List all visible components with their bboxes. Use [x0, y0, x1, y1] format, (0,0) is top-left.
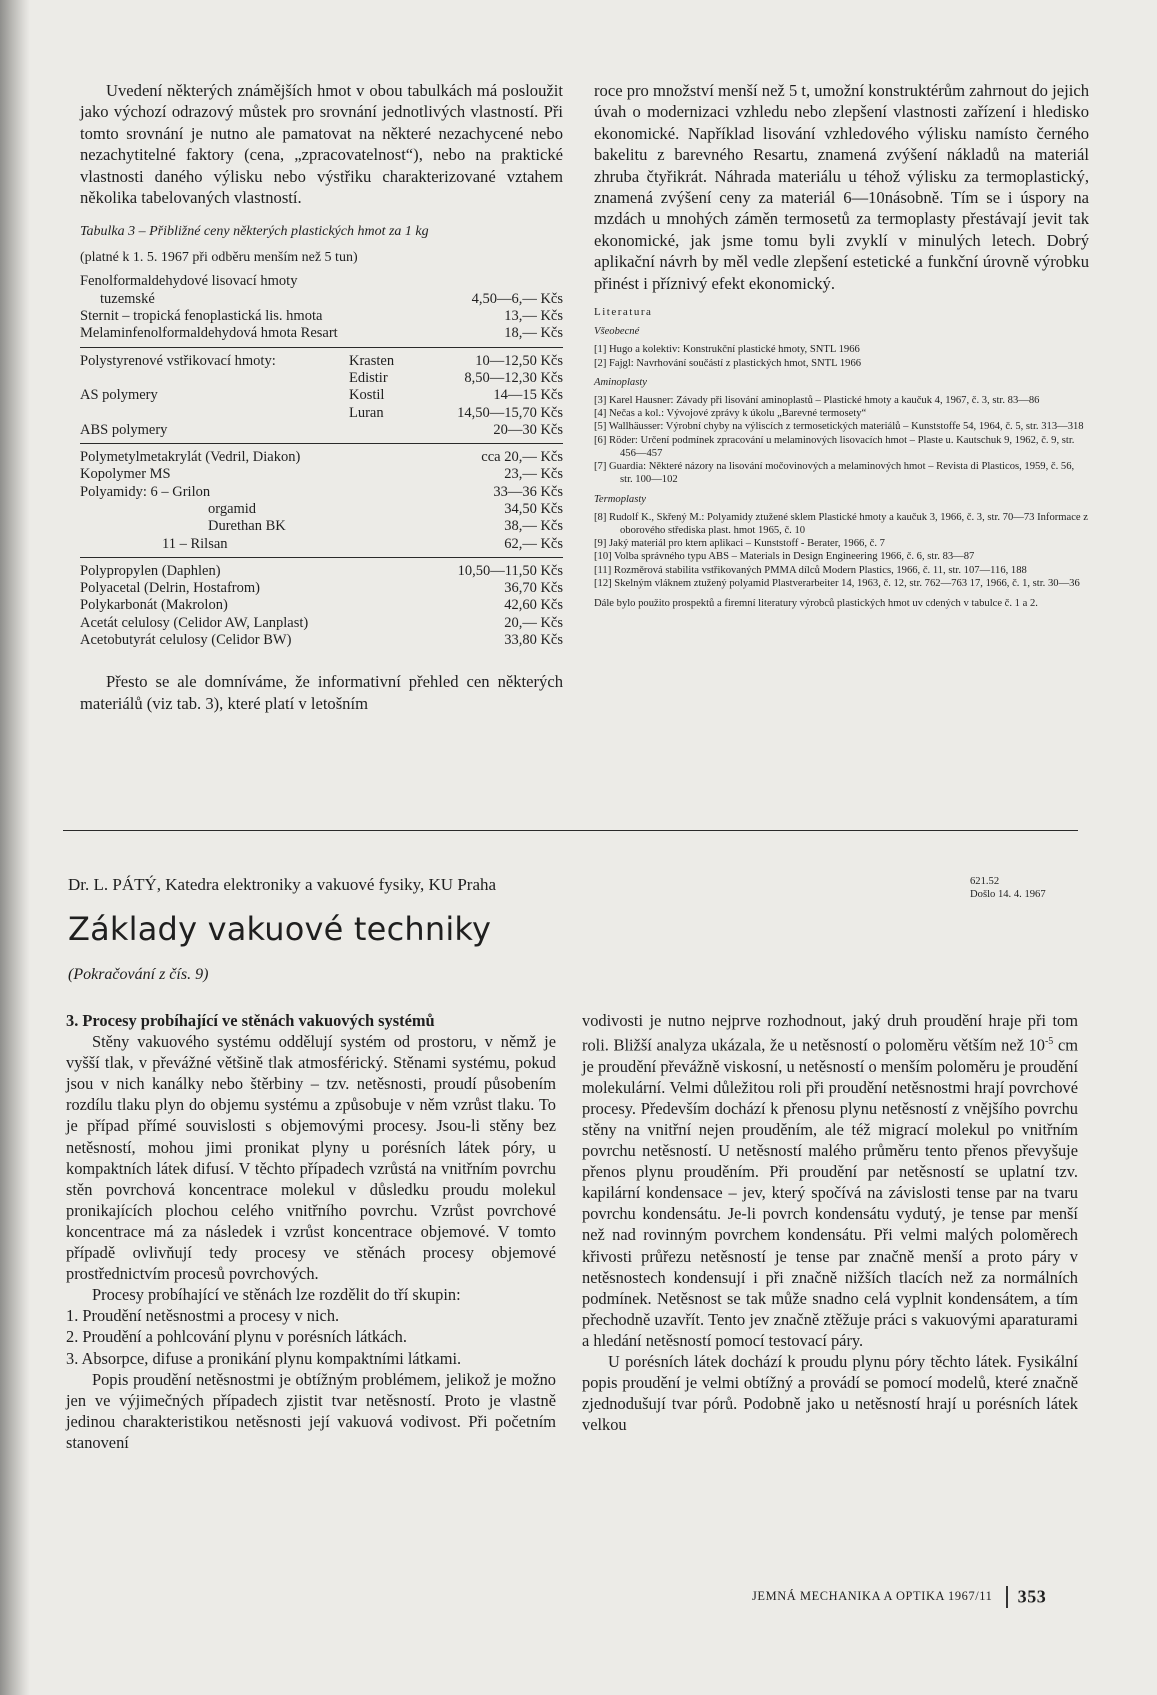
intro-paragraph: Uvedení některých známějších hmot v obou tabulkách má posloužit jako výchozí odrazový můstek pro srovnání jednotlivých vlastností. Při tomto srovnání je nutno ale pamatovat na některé nezachycené nebo nezachytitelné faktory (cena, „zpracovatelnost“), nebo na praktické vlastnosti daného výlisku nebo výstřiku charakterizované vztahem několika tabelovaných vlastností.: [80, 81, 563, 208]
table-row: orgamid 34,50 Kčs: [208, 501, 563, 517]
top-left-column: [80, 80, 563, 714]
article-paragraph: Stěny vakuového systému oddělují systém od prostoru, v němž je vyšší tlak, v převážné většině tlak atmosférický. Stěnami systému, pokud jsou v nich kanálky nebo štěrbiny – tzv. netěsnosti, proudí působením rozdílu tlaku plyn do objemu systému a způsobuje v něm vzrůst tlaku. To je případ přímé souvislosti s objemovými procesy. Jsou-li stěny bez netěsností, mohou jimi pronikat plyny u porésních látek póry, u kompaktních látek difusí. V těchto případech vzrůstá na vnitřním povrchu stěn povrchová koncentrace molekul v důsledku proudu molekul pronikajících plochou celého vnitřního povrchu. Vzrůst povrchové koncentrace má za následek i vzrůst koncentrace objemové. V tomto případě ovlivňují tedy procesy ve stěnách procesy objemové prostřednictvím procesů povrchových.: [66, 1032, 556, 1284]
references-section-termoplasty: Termoplasty: [594, 493, 646, 505]
article-paragraph: U porésních látek dochází k proudu plynu póry těchto látek. Fysikální popis proudění je velmi obtížný a provádí se pomocí modelů, které značně zjednodušují tvar pórů. Podobně jako u netěsností hrají u porésních látek velkou: [582, 1351, 1078, 1435]
reference-item: [5] Wallhäusser: Výrobní chyby na výliscích z termosetických materiálů – Kunststoffe 54, 1964, č. 5, str. 313—318: [594, 421, 1084, 433]
page-number: 353: [1017, 1586, 1047, 1607]
section-heading: 3. Procesy probíhající ve stěnách vakuových systémů: [66, 1011, 435, 1030]
price-table: [80, 273, 563, 649]
table-row: Sternit – tropická fenoplastická lis. hmota 13,— Kčs: [80, 308, 563, 325]
references: [594, 306, 1089, 610]
table-row: Polyamidy: 6 – Grilon 33—36 Kčs: [80, 483, 563, 500]
table-row: Polymetylmetakrylát (Vedril, Diakon) cca 20,— Kčs: [80, 449, 563, 466]
journal-name: JEMNÁ MECHANIKA A OPTIKA 1967/11: [752, 1588, 993, 1603]
references-section-general: Všeobecné: [594, 326, 640, 338]
table-row: Polypropylen (Daphlen) 10,50—11,50 Kčs: [80, 562, 563, 579]
exponent: -5: [1044, 1036, 1054, 1048]
table-divider: [80, 439, 563, 449]
article-paragraph: Popis proudění netěsnostmi je obtížným problémem, jelikož je možno jen ve výjimečných případech zjistit tvar netěsností. Proto je vlastně jedinou charakteristikou netěsnosti její vakuová vodivost. Při početním stanovení: [66, 1369, 556, 1452]
table-row: tuzemské 4,50—6,— Kčs: [100, 290, 563, 307]
article-left-column: [66, 1010, 556, 1453]
reference-item: [10] Volba správného typu ABS – Materials in Design Engineering 1966, č. 6, str. 83—87: [594, 551, 975, 563]
table-row: AS polymery Kostil 14—15 Kčs: [80, 387, 563, 404]
article-code: [970, 876, 1046, 901]
table-row: Fenolformaldehydové lisovací hmoty: [80, 273, 298, 290]
table-caption: [80, 222, 563, 267]
table-row: Acetát celulosy (Celidor AW, Lanplast) 20,— Kčs: [80, 614, 563, 631]
reference-item: [4] Nečas a kol.: Vývojové zprávy k úkolu „Barevné termosety“: [594, 408, 867, 420]
reference-item: [11] Rozměrová stabilita vstřikovaných PMMA dílců Modern Plastics, 1966, č. 11, str. 107—116, 188: [594, 564, 1027, 576]
table-row: Durethan BK 38,— Kčs: [208, 518, 563, 535]
page-footer: [752, 1586, 1046, 1608]
table-caption-subtitle: (platné k 1. 5. 1967 při odběru menším než 5 tun): [80, 250, 358, 266]
reference-item: [9] Jaký materiál pro ktern aplikaci – Kunststoff - Berater, 1966, č. 7: [594, 538, 885, 550]
section-divider: [63, 830, 1078, 831]
footer-separator: [1006, 1586, 1007, 1608]
table-row: Edistir 8,50—12,30 Kčs: [349, 369, 563, 386]
reference-item: [2] Fajgl: Navrhování součástí z plastických hmot, SNTL 1966: [594, 357, 862, 369]
table-row: Polykarbonát (Makrolon) 42,60 Kčs: [80, 597, 563, 614]
table-divider: [80, 553, 563, 563]
table-row: Melaminfenolformaldehydová hmota Resart 18,— Kčs: [80, 325, 563, 342]
references-note: Dále bylo použito prospektů a firemní literatury výrobců plastických hmot uv cdených v tabulce č. 1 a 2.: [594, 597, 1038, 609]
table-row: ABS polymery 20—30 Kčs: [80, 421, 563, 438]
right-paragraph: roce pro množství menší než 5 t, umožní konstruktérům zahrnout do jejich úvah o modernizaci vzhledu nebo zlepšení vlastnosti zařízení i hledisko ekonomické. Například lisování vzhledového výlisku namísto černého bakelitu z barevného Resartu, znamená zvýšení nákladů na materiál zhruba čtyřikrát. Náhrada materiálu u téhož výlisku za termoplastický, znamená zvýšení ceny za materiál 6—10násobně. Tím se i úspory na mzdách u mnohých záměn termosetů za termoplasty přestávají jevit tak ekonomické, jak jsme tomu byli zvyklí v minulých letech. Dobrý aplikační návrh by měl vedle zlepšení estetické a funkční úrovně výrobku přinést i příznivý efekt ekonomický.: [594, 81, 1089, 293]
article-paragraph: vodivosti je nutno nejprve rozhodnout, jaký druh proudění hraje při tom roli. Bližší analyza ukázala, že u netěsností o poloměru větším než $10^{-5}$ cm je proudění převážně viskosní, u netěsností o menším poloměru je proudění molekulární. Velmi důležitou roli při proudění netěsnostmi hrají povrchové procesy. Především dochází k přenosu plynu netěsností z vnějšího povrchu stěny na vnitřní nejen prouděním, ale též migrací molekul po vnitřním povrchu netěsností. U netěsností malého průměru tento přenos převyšuje přenos plynu prouděním. Při proudění par netěsností se uplatní tzv. kapilární kondensace – jev, který spočívá na závislosti tense par na tvaru povrchu kondensátu. Je-li povrch kondensátu vydutý, je tense par menší než nad rovinným povrchem kondensátu. Při velmi malých poloměrech křivosti průřezu netěsností je tense par značně menší a proto páry v netěsnostech kondensují i při značně nižších tlacích než za normálních podmínek. Netěsnost se tak může snadno celá vyplnit kondensátem, a tím přechodně uzavřít. Tento jev značně ztěžuje práci s vakuovými aparaturami a hledání netěsností pomocí testovací páry.: [582, 1011, 1078, 1350]
list-item: 1. Proudění netěsnostmi a procesy v nich.: [66, 1306, 340, 1326]
reference-item: [3] Karel Hausner: Závady při lisování aminoplastů – Plastické hmoty a kaučuk 4, 1967, č. 3, str. 83—86: [594, 395, 1040, 407]
reference-item: [7] Guardia: Některé názory na lisování močovinových a melaminových hmot – Revista di Plasticos, 1959, č. 56, str. 100—102: [594, 461, 1075, 486]
article-title: Základy vakuové techniky: [68, 910, 492, 948]
reference-item: [8] Rudolf K., Skřený M.: Polyamidy ztužené sklem Plastické hmoty a kaučuk 3, 1966, č. 3, str. 70—73 Informace z oborového střediska plast. hmot 1965, č. 10: [594, 511, 1088, 536]
article-paragraph: Procesy probíhající ve stěnách lze rozdělit do tří skupin:: [92, 1285, 461, 1305]
article-classification: 621.52: [970, 876, 1000, 887]
reference-item: [6] Röder: Určení podmínek zpracování u melaminových lisovacích hmot – Plaste u. Kautschuk 9, 1962, č. 9, str. 456—457: [594, 434, 1075, 459]
table-divider: [80, 343, 563, 353]
table-row: Acetobutyrát celulosy (Celidor BW) 33,80 Kčs: [80, 632, 563, 649]
references-heading: Literatura: [594, 306, 653, 319]
table-caption-title: Tabulka 3 – Přibližné ceny některých plastických hmot za 1 kg: [80, 224, 429, 240]
article-author: Dr. L. PÁTÝ, Katedra elektroniky a vakuové fysiky, KU Praha: [68, 875, 497, 894]
page-spine-shadow: [0, 0, 30, 1695]
reference-item: [1] Hugo a kolektiv: Konstrukční plastické hmoty, SNTL 1966: [594, 344, 860, 356]
top-right-column: [594, 80, 1089, 610]
table-row: Polyacetal (Delrin, Hostafrom) 36,70 Kčs: [80, 580, 563, 597]
list-item: 3. Absorpce, difuse a pronikání plynu kompaktními látkami.: [66, 1348, 462, 1368]
article-received: Došlo 14. 4. 1967: [970, 888, 1046, 900]
table-row: 11 – Rilsan 62,— Kčs: [162, 535, 563, 552]
article-continuation: (Pokračování z čís. 9): [68, 966, 209, 983]
list-item: 2. Proudění a pohlcování plynu v porésních látkách.: [66, 1327, 407, 1347]
references-section-aminoplasty: Aminoplasty: [594, 376, 647, 388]
reference-item: [12] Skelným vláknem ztužený polyamid Plastverarbeiter 14, 1963, č. 12, str. 762—763 17, 1966, č. 1, str. 30—36: [594, 577, 1080, 589]
table-row: Polystyrenové vstřikovací hmoty: Krasten 10—12,50 Kčs: [80, 352, 563, 369]
table-row: Luran 14,50—15,70 Kčs: [349, 404, 563, 421]
article-right-column: [582, 1010, 1078, 1435]
closing-paragraph: Přesto se ale domníváme, že informativní přehled cen některých materiálů (viz tab. 3), které platí v letošním: [80, 672, 563, 713]
table-row: Kopolymer MS 23,— Kčs: [80, 466, 563, 483]
